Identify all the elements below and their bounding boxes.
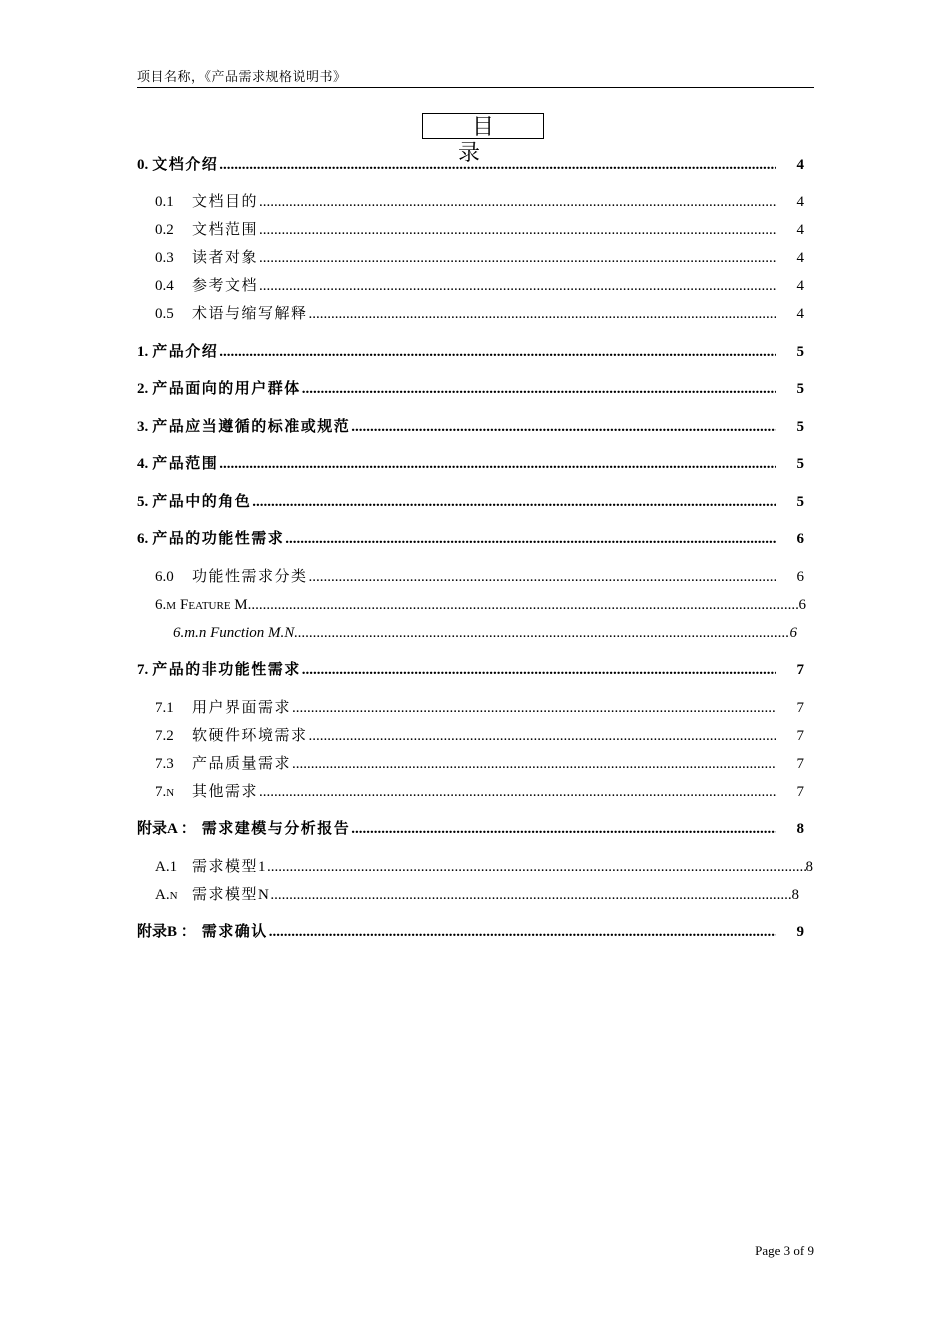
toc-entry[interactable] [137,659,804,681]
toc-entry[interactable] [155,697,804,719]
toc-entry[interactable] [137,378,804,400]
toc-entry-label: 产品中的角色 [152,494,252,510]
toc-entry-page: 5 [796,381,804,397]
toc-entry-label: 文档范围 [192,222,259,238]
toc-entry[interactable] [173,622,797,644]
toc-entry[interactable] [155,594,806,616]
toc-entry-number: 4. [137,456,149,472]
toc-entry-page: 5 [796,456,804,472]
toc-entry-page: 8 [791,887,799,903]
toc-entry-number: 0.5 [155,306,174,322]
toc-leader [302,378,776,400]
toc-leader [292,753,776,775]
toc-leader [309,566,776,588]
toc-entry[interactable] [155,303,804,325]
toc-leader [309,725,776,747]
toc-leader [351,416,776,438]
toc-entry-number: 附录A ： [137,821,196,837]
toc-entry-page: 6 [798,597,806,613]
toc-entry-page: 6 [796,531,804,547]
page-header: 项目名称，《产品需求规格说明书》 [137,66,814,88]
toc-entry[interactable] [155,219,804,241]
toc-entry-page: 4 [796,194,804,210]
toc-leader [270,884,791,906]
toc-entry-label: 术语与缩写解释 [192,306,308,322]
toc-entry[interactable] [155,275,804,297]
toc-leader [259,191,776,213]
toc-leader [269,921,776,943]
toc-entry-page: 7 [796,662,804,678]
toc-leader [285,528,776,550]
toc-leader [259,247,776,269]
toc-entry-number: A.1 [155,859,178,875]
toc-entry-page: 4 [796,278,804,294]
toc-entry-page: 6 [789,625,797,641]
toc-entry[interactable] [137,341,804,363]
toc-leader [219,341,776,363]
toc-entry[interactable] [155,566,804,588]
toc-entry-label: 文档介绍 [152,157,219,173]
toc-entry-label: 其他需求 [192,784,259,800]
toc-entry-number: 0.4 [155,278,174,294]
toc-entry-label: 参考文档 [192,278,259,294]
toc-leader [302,659,776,681]
toc-entry-label: 用户界面需求 [192,700,292,716]
toc-entry-number: 6.m [155,597,177,613]
toc-leader [292,697,776,719]
toc-entry[interactable] [137,921,804,943]
toc-entry-page: 5 [796,494,804,510]
toc-entry-label: 产品的功能性需求 [152,531,285,547]
toc-entry-page: 7 [796,784,804,800]
toc-entry-page: 7 [796,756,804,772]
toc-entry-label: 6.m.n Function M.N [173,625,295,641]
toc-entry-number: 7.1 [155,700,174,716]
toc-leader [252,491,776,513]
toc-leader [309,303,776,325]
toc-entry-page: 5 [796,419,804,435]
toc-entry-page: 6 [796,569,804,585]
toc-entry[interactable] [155,856,813,878]
toc-entry-page: 9 [796,924,804,940]
toc-leader [259,275,776,297]
toc-leader [351,818,776,840]
toc-leader [294,622,789,644]
toc-entry[interactable] [155,247,804,269]
toc-entry-number: 2. [137,381,149,397]
toc-entry-label: 产品范围 [152,456,219,472]
toc-entry-label: 需求模型1 [192,859,268,875]
toc-entry[interactable] [155,884,799,906]
toc-entry[interactable] [137,818,804,840]
toc-entry-label: 产品的非功能性需求 [152,662,301,678]
page-footer: Page 3 of 9 [755,1243,814,1258]
toc-leader [259,781,776,803]
toc-title: 目 录 [422,113,544,139]
toc-entry-number: 7.n [155,784,175,800]
toc-entry-label: 需求建模与分析报告 [201,821,351,837]
toc-entry[interactable] [137,528,804,550]
toc-entry-number: 6. [137,531,149,547]
toc-entry-page: 7 [796,700,804,716]
toc-entry[interactable] [137,453,804,475]
toc-leader [248,594,799,616]
toc-entry-label: 产品面向的用户群体 [152,381,301,397]
toc-entry-number: 附录B ： [137,924,196,940]
toc-leader [267,856,805,878]
toc-entry-number: 0. [137,157,149,173]
toc-entry[interactable] [155,725,804,747]
toc-entry-page: 7 [796,728,804,744]
toc-entry[interactable] [137,154,804,176]
toc-entry-label: 需求模型N [192,887,271,903]
toc-entry-label: 产品应当遵循的标准或规范 [152,419,351,435]
toc-entry-number: A.n [155,887,178,903]
toc-entry-number: 7. [137,662,149,678]
toc-entry[interactable] [137,416,804,438]
toc-entry[interactable] [137,491,804,513]
toc-entry-label: Feature M [180,597,248,613]
toc-entry-page: 8 [796,821,804,837]
toc-leader [219,453,776,475]
toc-entry-number: 3. [137,419,149,435]
toc-entry-page: 4 [796,157,804,173]
toc-entry-number: 0.1 [155,194,174,210]
toc-entry-number: 0.3 [155,250,174,266]
toc-entry[interactable] [155,191,804,213]
toc-entry-label: 功能性需求分类 [192,569,308,585]
toc-entry-label: 软硬件环境需求 [192,728,308,744]
toc-entry-number: 6.0 [155,569,174,585]
toc-entry-label: 需求确认 [201,924,268,940]
toc-leader [219,154,776,176]
toc-entry-label: 产品质量需求 [192,756,292,772]
toc-entry-label: 读者对象 [192,250,259,266]
toc-leader [259,219,776,241]
toc-entry-number: 0.2 [155,222,174,238]
toc-entry[interactable] [155,753,804,775]
toc-entry-page: 5 [796,344,804,360]
toc-entry-page: 4 [796,222,804,238]
toc-entry-page: 8 [805,859,813,875]
toc-entry-number: 1. [137,344,149,360]
toc-entry-number: 5. [137,494,149,510]
toc-entry-label: 产品介绍 [152,344,219,360]
toc-entry[interactable] [155,781,804,803]
toc-entry-page: 4 [796,250,804,266]
toc-entry-label: 文档目的 [192,194,259,210]
toc-entry-page: 4 [796,306,804,322]
toc-entry-number: 7.2 [155,728,174,744]
toc-entry-number: 7.3 [155,756,174,772]
